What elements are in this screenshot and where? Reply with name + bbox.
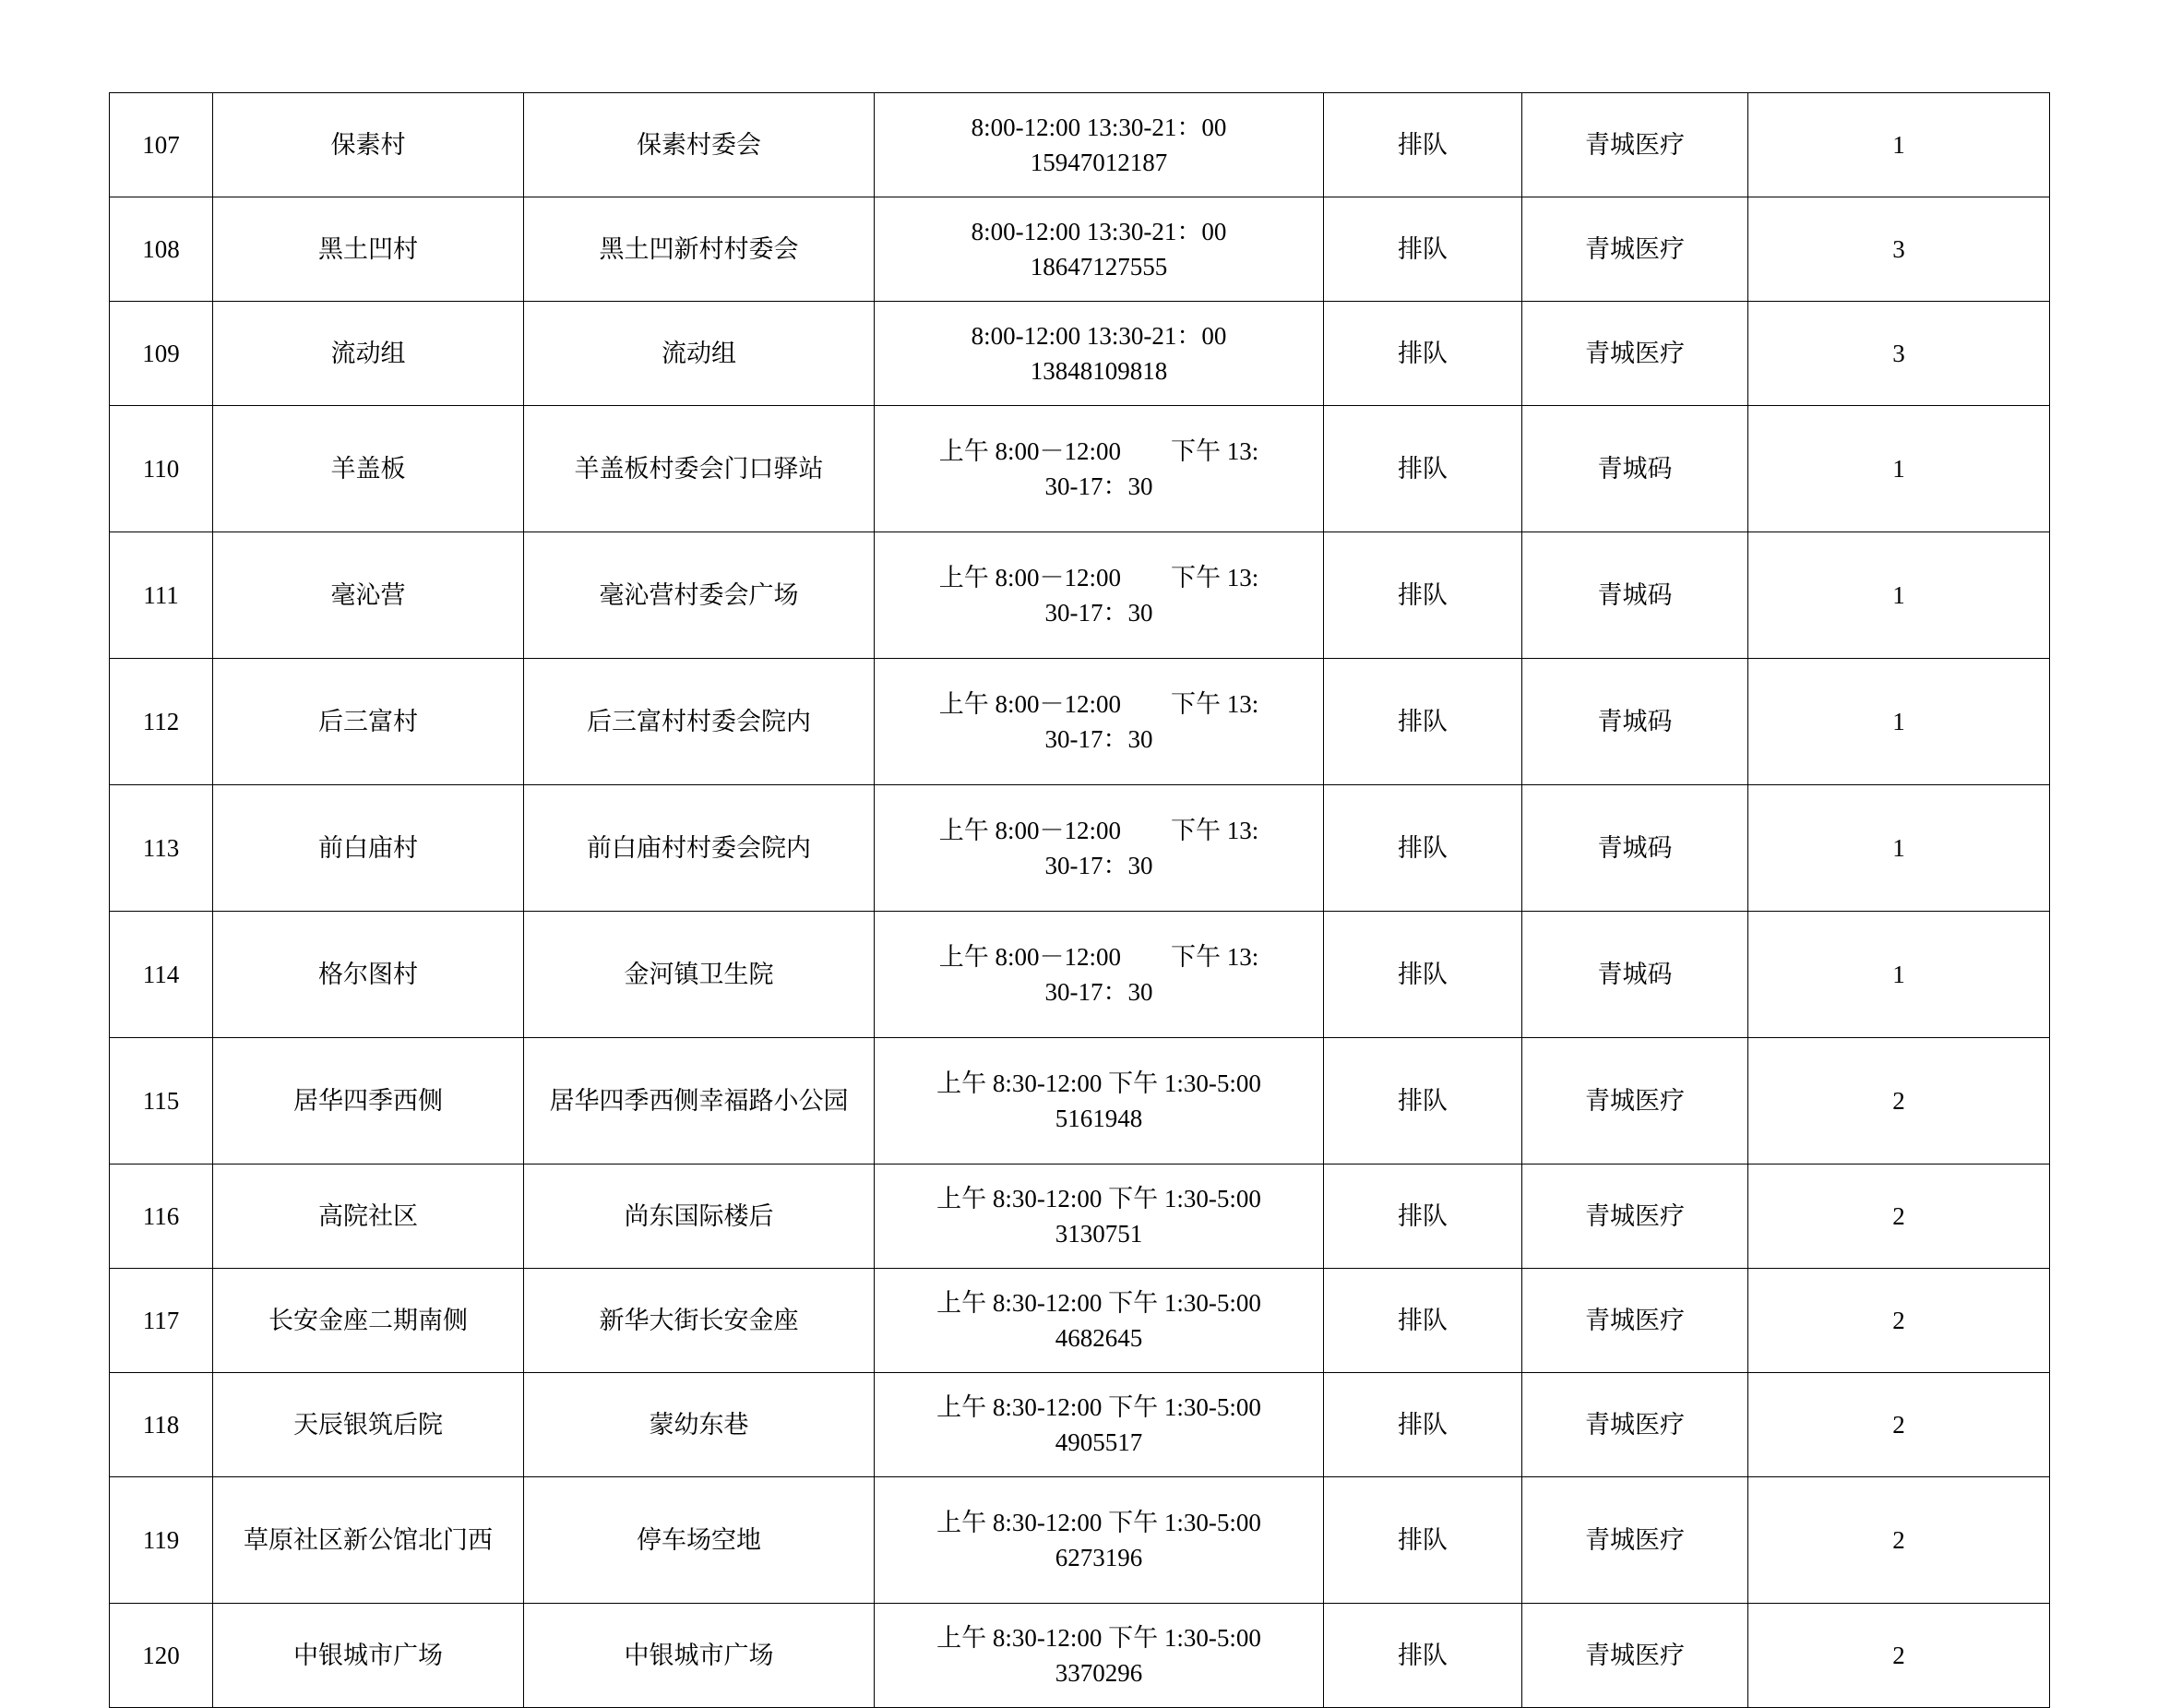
cell-count: 2 bbox=[1748, 1038, 2050, 1165]
time-line-1: 上午 8:30-12:00 下午 1:30-5:00 bbox=[936, 1288, 1261, 1317]
time-line-1: 上午 8:30-12:00 下午 1:30-5:00 bbox=[936, 1069, 1261, 1097]
cell-name: 高院社区 bbox=[213, 1165, 524, 1269]
cell-mode: 排队 bbox=[1324, 912, 1522, 1038]
cell-org: 青城医疗 bbox=[1522, 93, 1748, 197]
time-line-2: 15947012187 bbox=[1030, 149, 1168, 176]
cell-time bbox=[875, 912, 1324, 1038]
table-row bbox=[110, 197, 2050, 302]
time-line-2: 30-17：30 bbox=[1044, 725, 1153, 753]
cell-no: 120 bbox=[110, 1604, 213, 1708]
cell-time bbox=[875, 785, 1324, 912]
table-body bbox=[110, 93, 2050, 1708]
table-row bbox=[110, 1373, 2050, 1477]
cell-time bbox=[875, 406, 1324, 532]
cell-count: 2 bbox=[1748, 1604, 2050, 1708]
cell-no: 114 bbox=[110, 912, 213, 1038]
cell-count: 1 bbox=[1748, 912, 2050, 1038]
cell-no: 119 bbox=[110, 1477, 213, 1604]
cell-name: 中银城市广场 bbox=[213, 1604, 524, 1708]
table-row bbox=[110, 532, 2050, 659]
time-line-2: 4905517 bbox=[1055, 1428, 1143, 1456]
cell-count: 2 bbox=[1748, 1477, 2050, 1604]
cell-org: 青城码 bbox=[1522, 785, 1748, 912]
cell-time bbox=[875, 1269, 1324, 1373]
cell-mode: 排队 bbox=[1324, 93, 1522, 197]
cell-org: 青城医疗 bbox=[1522, 1038, 1748, 1165]
table-row bbox=[110, 1604, 2050, 1708]
cell-address: 前白庙村村委会院内 bbox=[524, 785, 875, 912]
time-line-2: 30-17：30 bbox=[1044, 472, 1153, 500]
cell-org: 青城码 bbox=[1522, 532, 1748, 659]
cell-org: 青城医疗 bbox=[1522, 1373, 1748, 1477]
time-line-2: 4682645 bbox=[1055, 1324, 1143, 1352]
cell-count: 2 bbox=[1748, 1165, 2050, 1269]
table-row bbox=[110, 406, 2050, 532]
time-line-1: 上午 8:30-12:00 下午 1:30-5:00 bbox=[936, 1184, 1261, 1212]
cell-org: 青城医疗 bbox=[1522, 197, 1748, 302]
time-line-1: 上午 8:00－12:00 下午 13: bbox=[938, 942, 1259, 971]
cell-address: 黑土凹新村村委会 bbox=[524, 197, 875, 302]
cell-no: 118 bbox=[110, 1373, 213, 1477]
time-line-2: 3370296 bbox=[1055, 1659, 1143, 1687]
cell-address: 尚东国际楼后 bbox=[524, 1165, 875, 1269]
table-row bbox=[110, 93, 2050, 197]
cell-org: 青城医疗 bbox=[1522, 1269, 1748, 1373]
cell-org: 青城码 bbox=[1522, 912, 1748, 1038]
sampling-sites-table bbox=[109, 92, 2050, 1708]
cell-time bbox=[875, 1165, 1324, 1269]
time-line-1: 8:00-12:00 13:30-21：00 bbox=[971, 113, 1227, 141]
time-line-1: 上午 8:00－12:00 下午 13: bbox=[938, 436, 1259, 465]
cell-mode: 排队 bbox=[1324, 1269, 1522, 1373]
cell-address: 中银城市广场 bbox=[524, 1604, 875, 1708]
cell-name: 毫沁营 bbox=[213, 532, 524, 659]
cell-name: 长安金座二期南侧 bbox=[213, 1269, 524, 1373]
cell-mode: 排队 bbox=[1324, 532, 1522, 659]
cell-org: 青城医疗 bbox=[1522, 1477, 1748, 1604]
time-line-1: 上午 8:30-12:00 下午 1:30-5:00 bbox=[936, 1392, 1261, 1421]
cell-name: 天辰银筑后院 bbox=[213, 1373, 524, 1477]
cell-mode: 排队 bbox=[1324, 659, 1522, 785]
time-line-2: 30-17：30 bbox=[1044, 852, 1153, 879]
cell-name: 居华四季西侧 bbox=[213, 1038, 524, 1165]
cell-address: 后三富村村委会院内 bbox=[524, 659, 875, 785]
cell-address: 保素村委会 bbox=[524, 93, 875, 197]
cell-org: 青城医疗 bbox=[1522, 1604, 1748, 1708]
cell-no: 113 bbox=[110, 785, 213, 912]
cell-mode: 排队 bbox=[1324, 197, 1522, 302]
cell-count: 2 bbox=[1748, 1373, 2050, 1477]
cell-no: 112 bbox=[110, 659, 213, 785]
table-row bbox=[110, 1269, 2050, 1373]
cell-no: 110 bbox=[110, 406, 213, 532]
cell-name: 前白庙村 bbox=[213, 785, 524, 912]
cell-time bbox=[875, 1604, 1324, 1708]
cell-time bbox=[875, 659, 1324, 785]
cell-count: 1 bbox=[1748, 659, 2050, 785]
table-row bbox=[110, 785, 2050, 912]
time-line-2: 3130751 bbox=[1055, 1220, 1143, 1248]
cell-address: 流动组 bbox=[524, 302, 875, 406]
cell-count: 1 bbox=[1748, 93, 2050, 197]
cell-time bbox=[875, 302, 1324, 406]
time-line-1: 上午 8:00－12:00 下午 13: bbox=[938, 689, 1259, 718]
time-line-2: 30-17：30 bbox=[1044, 599, 1153, 627]
cell-address: 居华四季西侧幸福路小公园 bbox=[524, 1038, 875, 1165]
cell-name: 羊盖板 bbox=[213, 406, 524, 532]
time-line-1: 上午 8:30-12:00 下午 1:30-5:00 bbox=[936, 1508, 1261, 1536]
table-row bbox=[110, 912, 2050, 1038]
cell-name: 黑土凹村 bbox=[213, 197, 524, 302]
cell-address: 蒙幼东巷 bbox=[524, 1373, 875, 1477]
cell-address: 毫沁营村委会广场 bbox=[524, 532, 875, 659]
cell-no: 116 bbox=[110, 1165, 213, 1269]
time-line-1: 上午 8:00－12:00 下午 13: bbox=[938, 563, 1259, 591]
cell-count: 1 bbox=[1748, 785, 2050, 912]
cell-mode: 排队 bbox=[1324, 1038, 1522, 1165]
cell-no: 111 bbox=[110, 532, 213, 659]
cell-no: 117 bbox=[110, 1269, 213, 1373]
cell-address: 新华大街长安金座 bbox=[524, 1269, 875, 1373]
cell-name: 格尔图村 bbox=[213, 912, 524, 1038]
cell-mode: 排队 bbox=[1324, 1604, 1522, 1708]
table-row bbox=[110, 1165, 2050, 1269]
time-line-1: 8:00-12:00 13:30-21：00 bbox=[971, 321, 1227, 350]
cell-count: 3 bbox=[1748, 302, 2050, 406]
time-line-1: 上午 8:30-12:00 下午 1:30-5:00 bbox=[936, 1623, 1261, 1652]
cell-time bbox=[875, 532, 1324, 659]
cell-address: 金河镇卫生院 bbox=[524, 912, 875, 1038]
cell-mode: 排队 bbox=[1324, 1165, 1522, 1269]
cell-no: 109 bbox=[110, 302, 213, 406]
cell-mode: 排队 bbox=[1324, 785, 1522, 912]
cell-time bbox=[875, 1038, 1324, 1165]
cell-no: 107 bbox=[110, 93, 213, 197]
cell-address: 羊盖板村委会门口驿站 bbox=[524, 406, 875, 532]
cell-name: 后三富村 bbox=[213, 659, 524, 785]
cell-address: 停车场空地 bbox=[524, 1477, 875, 1604]
time-line-2: 13848109818 bbox=[1030, 357, 1168, 385]
cell-mode: 排队 bbox=[1324, 406, 1522, 532]
cell-no: 115 bbox=[110, 1038, 213, 1165]
time-line-2: 30-17：30 bbox=[1044, 978, 1153, 1006]
cell-no: 108 bbox=[110, 197, 213, 302]
cell-count: 3 bbox=[1748, 197, 2050, 302]
time-line-1: 8:00-12:00 13:30-21：00 bbox=[971, 217, 1227, 245]
cell-mode: 排队 bbox=[1324, 1477, 1522, 1604]
table-row bbox=[110, 1038, 2050, 1165]
table-row bbox=[110, 659, 2050, 785]
cell-time bbox=[875, 1477, 1324, 1604]
cell-mode: 排队 bbox=[1324, 1373, 1522, 1477]
cell-mode: 排队 bbox=[1324, 302, 1522, 406]
cell-time bbox=[875, 197, 1324, 302]
time-line-1: 上午 8:00－12:00 下午 13: bbox=[938, 816, 1259, 844]
table-row bbox=[110, 1477, 2050, 1604]
time-line-2: 18647127555 bbox=[1030, 253, 1168, 281]
cell-name: 流动组 bbox=[213, 302, 524, 406]
table-row bbox=[110, 302, 2050, 406]
cell-name: 保素村 bbox=[213, 93, 524, 197]
time-line-2: 6273196 bbox=[1055, 1544, 1143, 1571]
cell-org: 青城码 bbox=[1522, 659, 1748, 785]
cell-count: 1 bbox=[1748, 532, 2050, 659]
cell-count: 1 bbox=[1748, 406, 2050, 532]
cell-org: 青城码 bbox=[1522, 406, 1748, 532]
cell-name: 草原社区新公馆北门西 bbox=[213, 1477, 524, 1604]
cell-org: 青城医疗 bbox=[1522, 302, 1748, 406]
cell-time bbox=[875, 1373, 1324, 1477]
cell-org: 青城医疗 bbox=[1522, 1165, 1748, 1269]
cell-count: 2 bbox=[1748, 1269, 2050, 1373]
cell-time bbox=[875, 93, 1324, 197]
time-line-2: 5161948 bbox=[1055, 1105, 1143, 1132]
